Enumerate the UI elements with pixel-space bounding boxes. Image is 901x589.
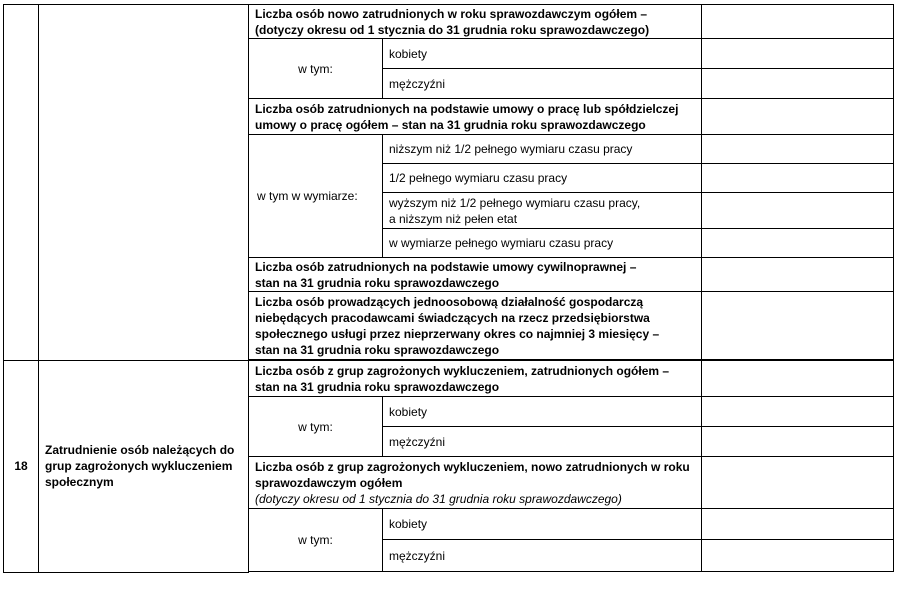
men-label: mężczyźni [383,69,702,99]
women-label-18a: kobiety [383,397,702,427]
excluded-new-women-value[interactable] [702,509,894,540]
below-half-time-label: niższym niż 1/2 pełnego wymiaru czasu pracy [383,135,702,164]
new-employees-total-label: Liczba osób nowo zatrudnionych w roku sprawozdawczym ogółem – (dotyczy okresu od 1 stycznia do 31 grudnia roku sprawozdawczego) [249,5,702,39]
women-label-18b: kobiety [383,509,702,540]
excluded-new-employees-value[interactable] [702,457,894,509]
new-employees-men-value[interactable] [702,69,894,99]
new-employees-women-value[interactable] [702,39,894,69]
category-label-18: Zatrudnienie osób należących do grup zagrożonych wykluczeniem społecznym [39,361,249,573]
men-label-18b: mężczyźni [383,540,702,572]
row-number-cell-empty [4,5,39,361]
civil-contract-total-value[interactable] [702,258,894,292]
half-time-value[interactable] [702,164,894,193]
excluded-new-men-value[interactable] [702,540,894,572]
employment-contract-total-label: Liczba osób zatrudnionych na podstawie umowy o pracę lub spółdzielczej umowy o pracę ogółem – stan na 31 grudnia roku sprawozdawczego [249,99,702,135]
excluded-women-value[interactable] [702,397,894,427]
in-that-dimension-label: w tym w wymiarze: [249,135,383,258]
half-time-label: 1/2 pełnego wymiaru czasu pracy [383,164,702,193]
in-that-label-18a: w tym: [249,397,383,457]
full-time-label: w wymiarze pełnego wymiaru czasu pracy [383,229,702,258]
row-number-18: 18 [4,361,39,573]
below-half-time-value[interactable] [702,135,894,164]
employment-contract-total-value[interactable] [702,99,894,135]
excluded-groups-total-value[interactable] [702,361,894,397]
category-cell-empty [39,5,249,361]
women-label: kobiety [383,39,702,69]
sole-traders-label: Liczba osób prowadzących jednoosobową działalność gospodarczą niebędących pracodawcami świadczących na rzecz przedsiębiorstwa społecznego usługi przez nieprzerwany okres co najmniej 3 miesięcy – stan na 31 grudnia roku sprawozdawczego [249,292,702,360]
spacer [249,572,894,573]
new-employees-total-value[interactable] [702,5,894,39]
full-time-value[interactable] [702,229,894,258]
excluded-new-employees-label: Liczba osób z grup zagrożonych wykluczeniem, nowo zatrudnionych w roku sprawozdawczym ogółem (dotyczy okresu od 1 stycznia do 31 grudnia roku sprawozdawczego) [249,457,702,509]
in-that-label-18b: w tym: [249,509,383,572]
above-half-time-label: wyższym niż 1/2 pełnego wymiaru czasu pracy, a niższym niż pełen etat [383,193,702,229]
sole-traders-value[interactable] [702,292,894,360]
civil-contract-total-label: Liczba osób zatrudnionych na podstawie umowy cywilnoprawnej – stan na 31 grudnia roku sprawozdawczego [249,258,702,292]
above-half-time-value[interactable] [702,193,894,229]
men-label-18a: mężczyźni [383,427,702,457]
excluded-groups-total-label: Liczba osób z grup zagrożonych wykluczeniem, zatrudnionych ogółem – stan na 31 grudnia roku sprawozdawczego [249,361,702,397]
employment-table [3,4,894,573]
in-that-label: w tym: [249,39,383,99]
excluded-men-value[interactable] [702,427,894,457]
